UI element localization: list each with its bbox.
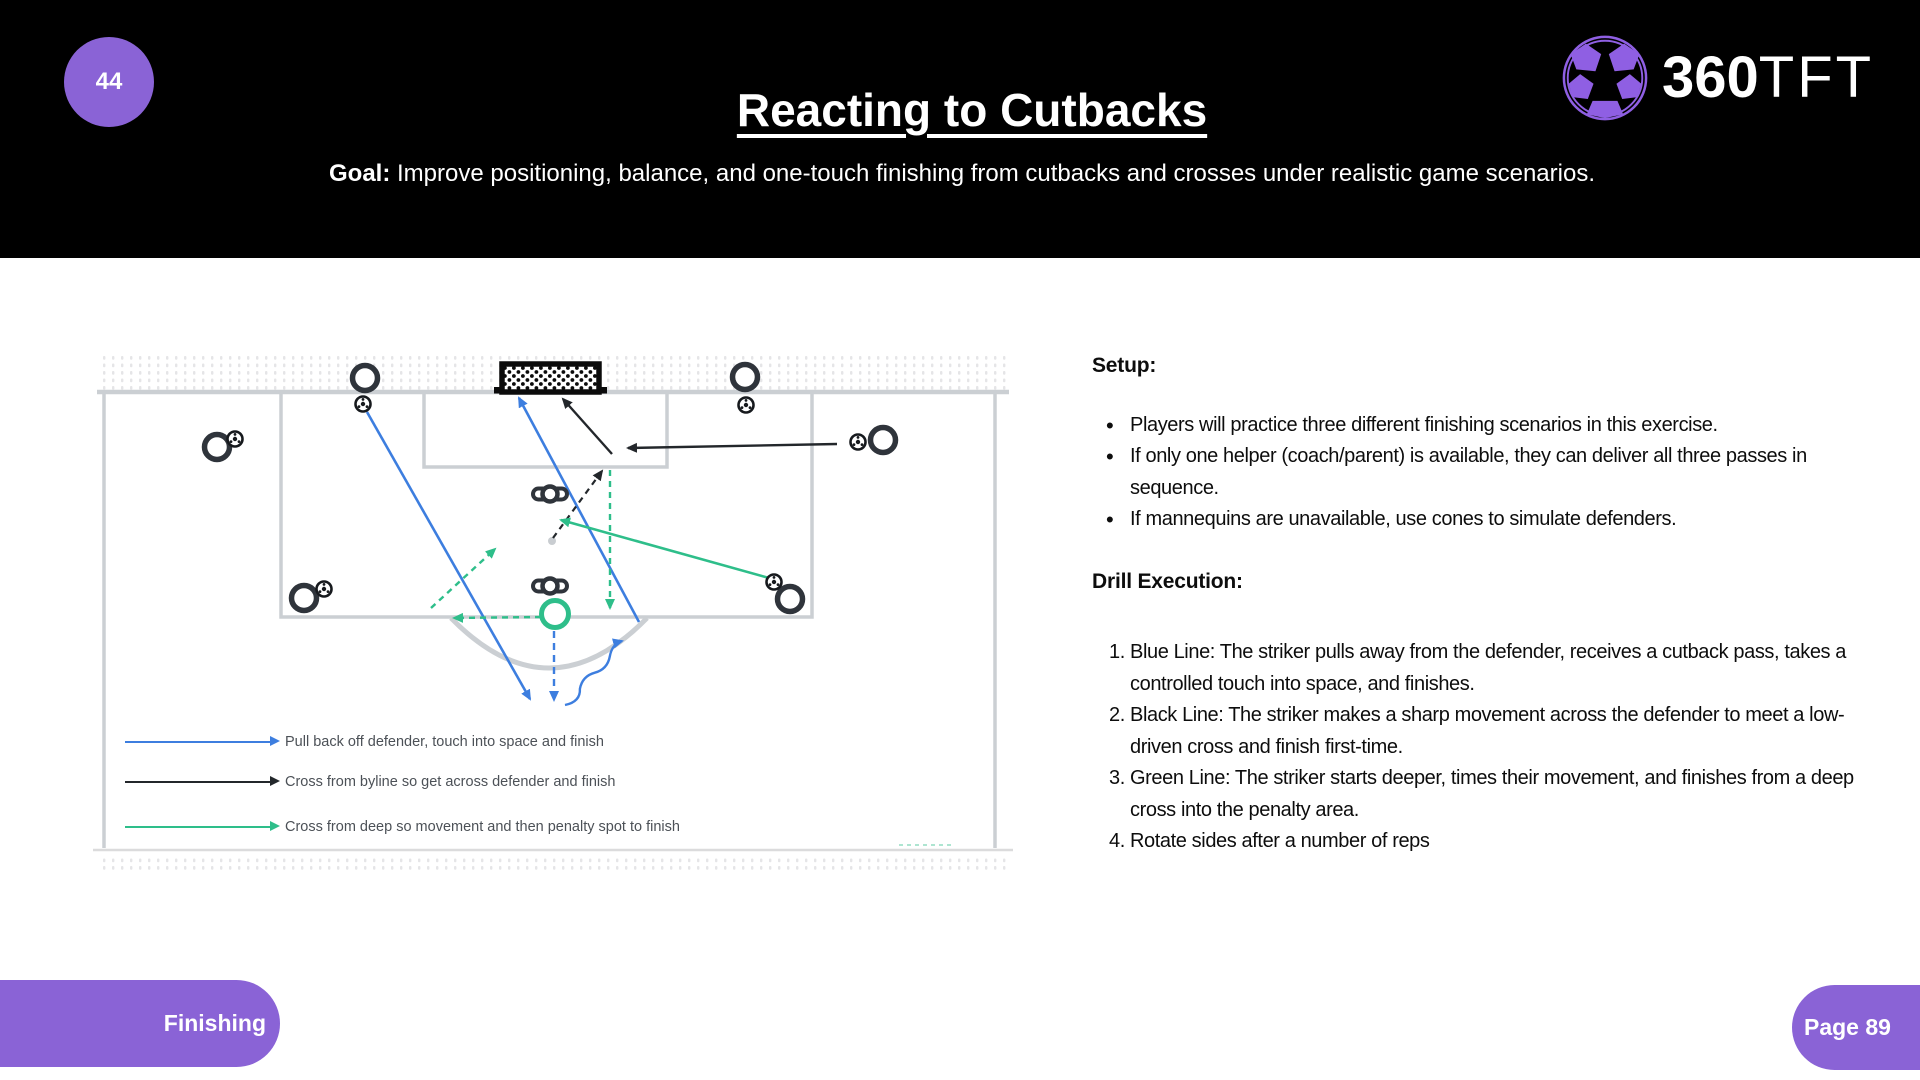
player-top-right bbox=[733, 365, 758, 390]
page-title: Reacting to Cutbacks bbox=[736, 84, 1208, 136]
brand-name-suffix: TFT bbox=[1758, 45, 1875, 110]
green-deep-cross-arrow bbox=[561, 520, 769, 578]
drill-step: Blue Line: The striker pulls away from the defender, receives a cutback pass, takes a controlled touch into space, and finishes. bbox=[1130, 641, 1847, 695]
drill-step: Black Line: The striker makes a sharp movement across the defender to meet a low-driven cross and finish first-time. bbox=[1130, 704, 1845, 758]
goal bbox=[494, 364, 607, 394]
legend-black-arrow bbox=[125, 781, 271, 784]
legend-row-blue bbox=[125, 732, 604, 752]
drill-step: Green Line: The striker starts deeper, times their movement, and finishes from a deep cross into the penalty area. bbox=[1130, 767, 1854, 821]
black-shot-arrow bbox=[563, 399, 612, 454]
setup-list bbox=[1092, 410, 1864, 536]
setup-bullet: • If mannequins are unavailable, use cones to simulate defenders. bbox=[1092, 504, 1864, 536]
brand-name-number: 360 bbox=[1662, 45, 1759, 110]
drill-steps-list bbox=[1092, 637, 1864, 858]
drill-number: 44 bbox=[95, 68, 123, 95]
goal-statement bbox=[0, 160, 1920, 188]
legend-blue-arrow bbox=[125, 741, 271, 744]
page-number-pill bbox=[1792, 985, 1920, 1070]
goal-text: Improve positioning, balance, and one-touch finishing from cutbacks and crosses under realistic game scenarios. bbox=[390, 160, 1595, 187]
black-cross-arrow bbox=[628, 444, 837, 448]
goal-label: Goal: bbox=[329, 160, 391, 187]
setup-bullet: • If only one helper (coach/parent) is available, they can deliver all three passes in sequence. bbox=[1092, 441, 1864, 504]
striker-marker bbox=[542, 601, 569, 628]
brand-name bbox=[1662, 35, 1874, 121]
legend-green-label: Cross from deep so movement and then penalty spot to finish bbox=[285, 819, 680, 835]
player-bottom-right bbox=[778, 587, 803, 612]
brand-logo bbox=[1562, 35, 1874, 121]
drill-diagram bbox=[93, 354, 1013, 874]
player-mid-left bbox=[205, 435, 230, 460]
legend-row-green bbox=[125, 817, 680, 837]
soccer-ball-icon bbox=[1562, 35, 1648, 121]
drill-step: Rotate sides after a number of reps bbox=[1130, 830, 1430, 852]
category-pill bbox=[0, 980, 280, 1067]
blue-dribble-squiggle-arrow bbox=[565, 641, 622, 705]
setup-bullet: • Players will practice three different finishing scenarios in this exercise. bbox=[1092, 410, 1864, 442]
legend-green-arrow bbox=[125, 826, 271, 829]
legend-row-black bbox=[125, 772, 615, 792]
legend-blue-label: Pull back off defender, touch into space and finish bbox=[285, 734, 604, 750]
player-top-left bbox=[353, 366, 378, 391]
legend-black-label: Cross from byline so get across defender and finish bbox=[285, 774, 616, 790]
pitch-svg bbox=[93, 354, 1013, 874]
setup-heading: Setup: bbox=[1092, 354, 1157, 377]
category-label: Finishing bbox=[163, 1010, 266, 1036]
player-bottom-left bbox=[292, 586, 317, 611]
page-number-label: Page 89 bbox=[1804, 1014, 1891, 1040]
penalty-spot bbox=[548, 537, 556, 545]
blue-cutback-pass-arrow bbox=[367, 412, 530, 699]
instructions-column bbox=[1092, 350, 1864, 858]
header-banner bbox=[0, 0, 1920, 258]
drill-heading: Drill Execution: bbox=[1092, 569, 1243, 593]
player-mid-right bbox=[871, 428, 896, 453]
